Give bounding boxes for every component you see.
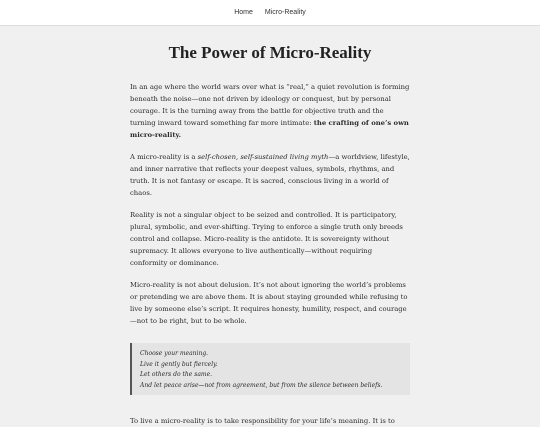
article-content	[130, 26, 410, 427]
paragraph-1-emphasis: the crafting of one’s own micro-reality.	[130, 119, 409, 139]
paragraph-2-lead: A micro-reality is a	[130, 153, 198, 161]
page-title: The Power of Micro-Reality	[168, 43, 372, 62]
article-paragraph-3: Reality is not a singular object to be seized and controlled. It is participatory, plural, symbolic, and ever-shifting. Trying to enforce a single truth only breeds control and collapse. Micro-reality is the antidote. It is sovereignty without supremacy. It allows everyone to live authentically—without requiring conformity or dominance.	[130, 211, 403, 267]
paragraph-1-text: In an age where the world wars over what is “real,” a quiet revolution is forming beneath the noise—one not driven by ideology or conquest, but by personal courage. It is the turning away from the battle for objective truth and the turning inward toward something far more intimate:	[130, 83, 410, 127]
paragraph-2-italic: self-chosen, self-sustained living myth	[197, 153, 329, 161]
poem-line-3: Let others do the same.	[140, 371, 213, 378]
article-paragraph-2	[130, 151, 410, 199]
article-paragraph-5: To live a micro-reality is to take responsibility for your life’s meaning. It is to	[130, 417, 395, 425]
poem-blockquote	[130, 343, 410, 395]
poem-line-1: Choose your meaning.	[140, 350, 209, 357]
article-paragraph-4: Micro-reality is not about delusion. It’s not about ignoring the world’s problems or pretending we are above them. It is about staying grounded while refusing to live by someone else’s script. It requires honesty, humility, respect, and courage—not to be right, but to be whole.	[130, 281, 408, 325]
poem-line-4: And let peace arise—not from agreement, but from the silence between beliefs.	[140, 381, 383, 389]
nav-link-home[interactable]: Home	[234, 9, 253, 16]
article-paragraph-1	[130, 81, 410, 141]
top-navigation	[0, 0, 540, 26]
nav-link-micro-reality[interactable]: Micro-Reality	[264, 9, 306, 16]
poem-line-2: Live it gently but fiercely.	[140, 360, 218, 368]
paragraph-2-rest: —a worldview, lifestyle, and inner narrative that reflects your deepest values, symbols, rhythms, and truth. It is not fantasy or escape. It is sacred, conscious living in a world of chaos.	[130, 153, 410, 197]
